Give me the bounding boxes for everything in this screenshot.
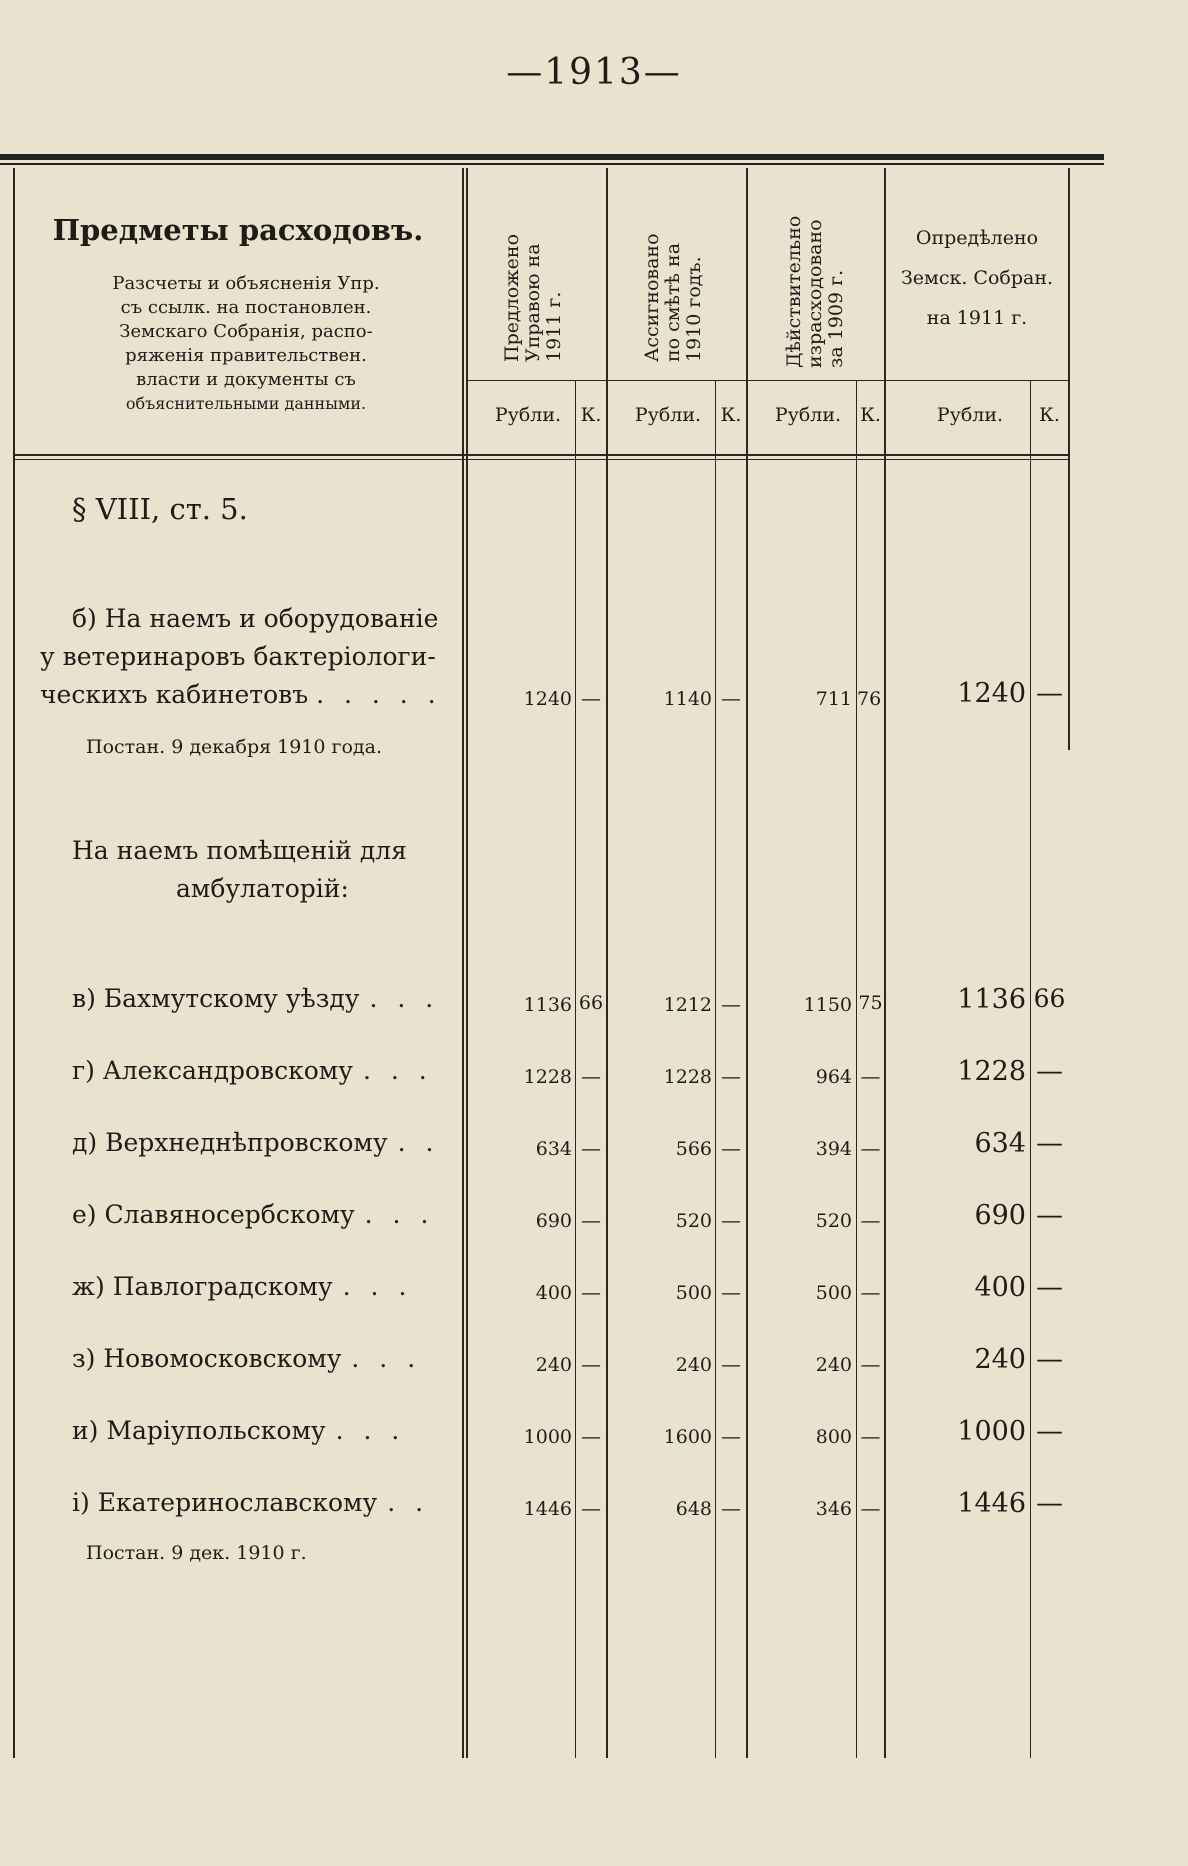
row-value: — xyxy=(860,1136,881,1160)
row-value: 634 xyxy=(974,1128,1026,1159)
row-value: 240 xyxy=(535,1354,572,1376)
header-proposed-1911: Предложено Управою на 1911 г. xyxy=(501,233,565,362)
row-value: — xyxy=(1036,1056,1063,1087)
unit-kop: К. xyxy=(720,404,742,426)
item-b-determined-rub: 1240 xyxy=(957,678,1026,709)
row-value: 66 xyxy=(578,992,604,1014)
row-value: — xyxy=(721,1424,741,1448)
row-value: 520 xyxy=(815,1210,852,1232)
row-value: — xyxy=(1036,1128,1063,1159)
row-label: и) Маріупольскому . . . xyxy=(72,1416,406,1445)
row-value: 500 xyxy=(815,1282,852,1304)
row-value: — xyxy=(860,1280,881,1304)
header-spent-1909: Дѣйствительно израсходовано за 1909 г. xyxy=(783,215,847,368)
row-value: — xyxy=(860,1208,881,1232)
unit-rub: Рубли. xyxy=(634,404,702,426)
row-value: — xyxy=(721,1280,741,1304)
row-value: — xyxy=(860,1496,881,1520)
row-value: 634 xyxy=(535,1138,572,1160)
row-label: е) Славяносербскому . . . xyxy=(72,1200,435,1229)
row-value: 1228 xyxy=(957,1056,1026,1087)
column-subtitle: Разсчеты и объясненія Упр. съ ссылк. на постановлен. Земскаго Собранія, распо- ряженія правительствен. власти и документы съ объяснительными данными. xyxy=(112,273,380,413)
final-note: Постан. 9 дек. 1910 г. xyxy=(86,1542,307,1564)
row-value: 648 xyxy=(675,1498,712,1520)
row-label: ж) Павлоградскому . . . xyxy=(72,1272,413,1301)
row-value: — xyxy=(581,1208,601,1232)
row-value: 690 xyxy=(535,1210,572,1232)
row-value: — xyxy=(721,1496,741,1520)
item-b-determined-kop: — xyxy=(1036,678,1063,709)
row-value: — xyxy=(581,1136,601,1160)
row-value: 240 xyxy=(974,1344,1026,1375)
unit-rub: Рубли. xyxy=(494,404,562,426)
row-label: з) Новомосковскому . . . xyxy=(72,1344,422,1373)
row-value: 400 xyxy=(974,1272,1026,1303)
row-label: в) Бахмутскому уѣзду . . . xyxy=(72,984,440,1013)
row-value: — xyxy=(581,1424,601,1448)
item-b-line1: б) На наемъ и оборудованіе xyxy=(72,604,439,633)
unit-kop: К. xyxy=(1039,404,1060,426)
row-value: 75 xyxy=(858,992,883,1014)
row-value: 1000 xyxy=(957,1416,1026,1447)
row-value: 690 xyxy=(974,1200,1026,1231)
row-value: — xyxy=(581,1352,601,1376)
row-value: 394 xyxy=(815,1138,852,1160)
header-determined-1911: Опредѣлено Земск. Собран. на 1911 г. xyxy=(900,227,1054,329)
row-label: г) Александровскому . . . xyxy=(72,1056,433,1085)
table-left-border xyxy=(13,168,15,1758)
row-value: — xyxy=(721,1136,741,1160)
section-heading: § VIII, ст. 5. xyxy=(72,492,248,526)
subheading-line2: амбулаторій: xyxy=(176,874,349,903)
row-value: 1446 xyxy=(957,1488,1026,1519)
unit-rub: Рубли. xyxy=(774,404,842,426)
row-value: — xyxy=(860,1424,881,1448)
item-b-line2: у ветеринаровъ бактеріологи- xyxy=(40,642,436,671)
column-divider xyxy=(462,168,464,1758)
top-rule xyxy=(0,154,1104,160)
row-value: 1000 xyxy=(523,1426,572,1448)
unit-rub: Рубли. xyxy=(936,404,1004,426)
row-value: 520 xyxy=(675,1210,712,1232)
row-value: 66 xyxy=(1033,984,1066,1013)
row-value: — xyxy=(581,1280,601,1304)
column-title: Предметы расходовъ. xyxy=(52,213,424,247)
item-b-spent-rub: 711 xyxy=(815,688,852,710)
row-value: 1212 xyxy=(663,994,712,1016)
row-value: — xyxy=(860,1352,881,1376)
row-value: 346 xyxy=(815,1498,852,1520)
item-b-note: Постан. 9 декабря 1910 года. xyxy=(86,736,382,758)
column-divider xyxy=(884,168,886,1758)
header-bottom-rule xyxy=(13,454,1068,456)
item-b-line3: ческихъ кабинетовъ . . . . . xyxy=(40,680,442,709)
row-value: 1600 xyxy=(663,1426,712,1448)
row-value: — xyxy=(860,1064,881,1088)
row-value: — xyxy=(581,1064,601,1088)
row-value: — xyxy=(1036,1272,1063,1303)
item-b-assigned-kop: — xyxy=(721,686,741,710)
row-value: 1228 xyxy=(663,1066,712,1088)
row-value: — xyxy=(1036,1416,1063,1447)
unit-row-rule xyxy=(466,380,1068,381)
unit-kop: К. xyxy=(860,404,881,426)
table-right-border xyxy=(1068,168,1070,750)
row-value: — xyxy=(1036,1344,1063,1375)
page-number: —1913— xyxy=(506,52,682,93)
row-value: 240 xyxy=(675,1354,712,1376)
item-b-proposed-rub: 1240 xyxy=(523,688,572,710)
row-value: — xyxy=(1036,1200,1063,1231)
row-value: 1446 xyxy=(523,1498,572,1520)
row-label: д) Верхнеднѣпровскому . . xyxy=(72,1128,440,1157)
top-rule-thin xyxy=(0,163,1104,165)
subheading-line1: На наемъ помѣщеній для xyxy=(72,836,407,865)
row-value: — xyxy=(581,1496,601,1520)
row-value: 1136 xyxy=(523,994,572,1016)
row-value: 1150 xyxy=(803,994,852,1016)
row-value: 1136 xyxy=(957,984,1026,1015)
item-b-assigned-rub: 1140 xyxy=(663,688,712,710)
row-value: 964 xyxy=(815,1066,852,1088)
row-value: — xyxy=(721,1352,741,1376)
row-value: 566 xyxy=(675,1138,712,1160)
row-value: — xyxy=(1036,1488,1063,1519)
row-value: 1228 xyxy=(523,1066,572,1088)
header-assigned-1910: Ассигновано по смѣтѣ на 1910 годъ. xyxy=(641,233,705,362)
row-value: 800 xyxy=(815,1426,852,1448)
row-value: 240 xyxy=(815,1354,852,1376)
item-b-spent-kop: 76 xyxy=(857,688,882,710)
header-bottom-rule-thin xyxy=(13,459,1068,460)
row-value: — xyxy=(721,1064,741,1088)
unit-kop: К. xyxy=(580,404,602,426)
row-value: 500 xyxy=(675,1282,712,1304)
row-value: 400 xyxy=(535,1282,572,1304)
row-value: — xyxy=(721,1208,741,1232)
row-label: і) Екатеринославскому . . xyxy=(72,1488,430,1517)
row-value: — xyxy=(721,992,741,1016)
item-b-proposed-kop: — xyxy=(581,686,601,710)
